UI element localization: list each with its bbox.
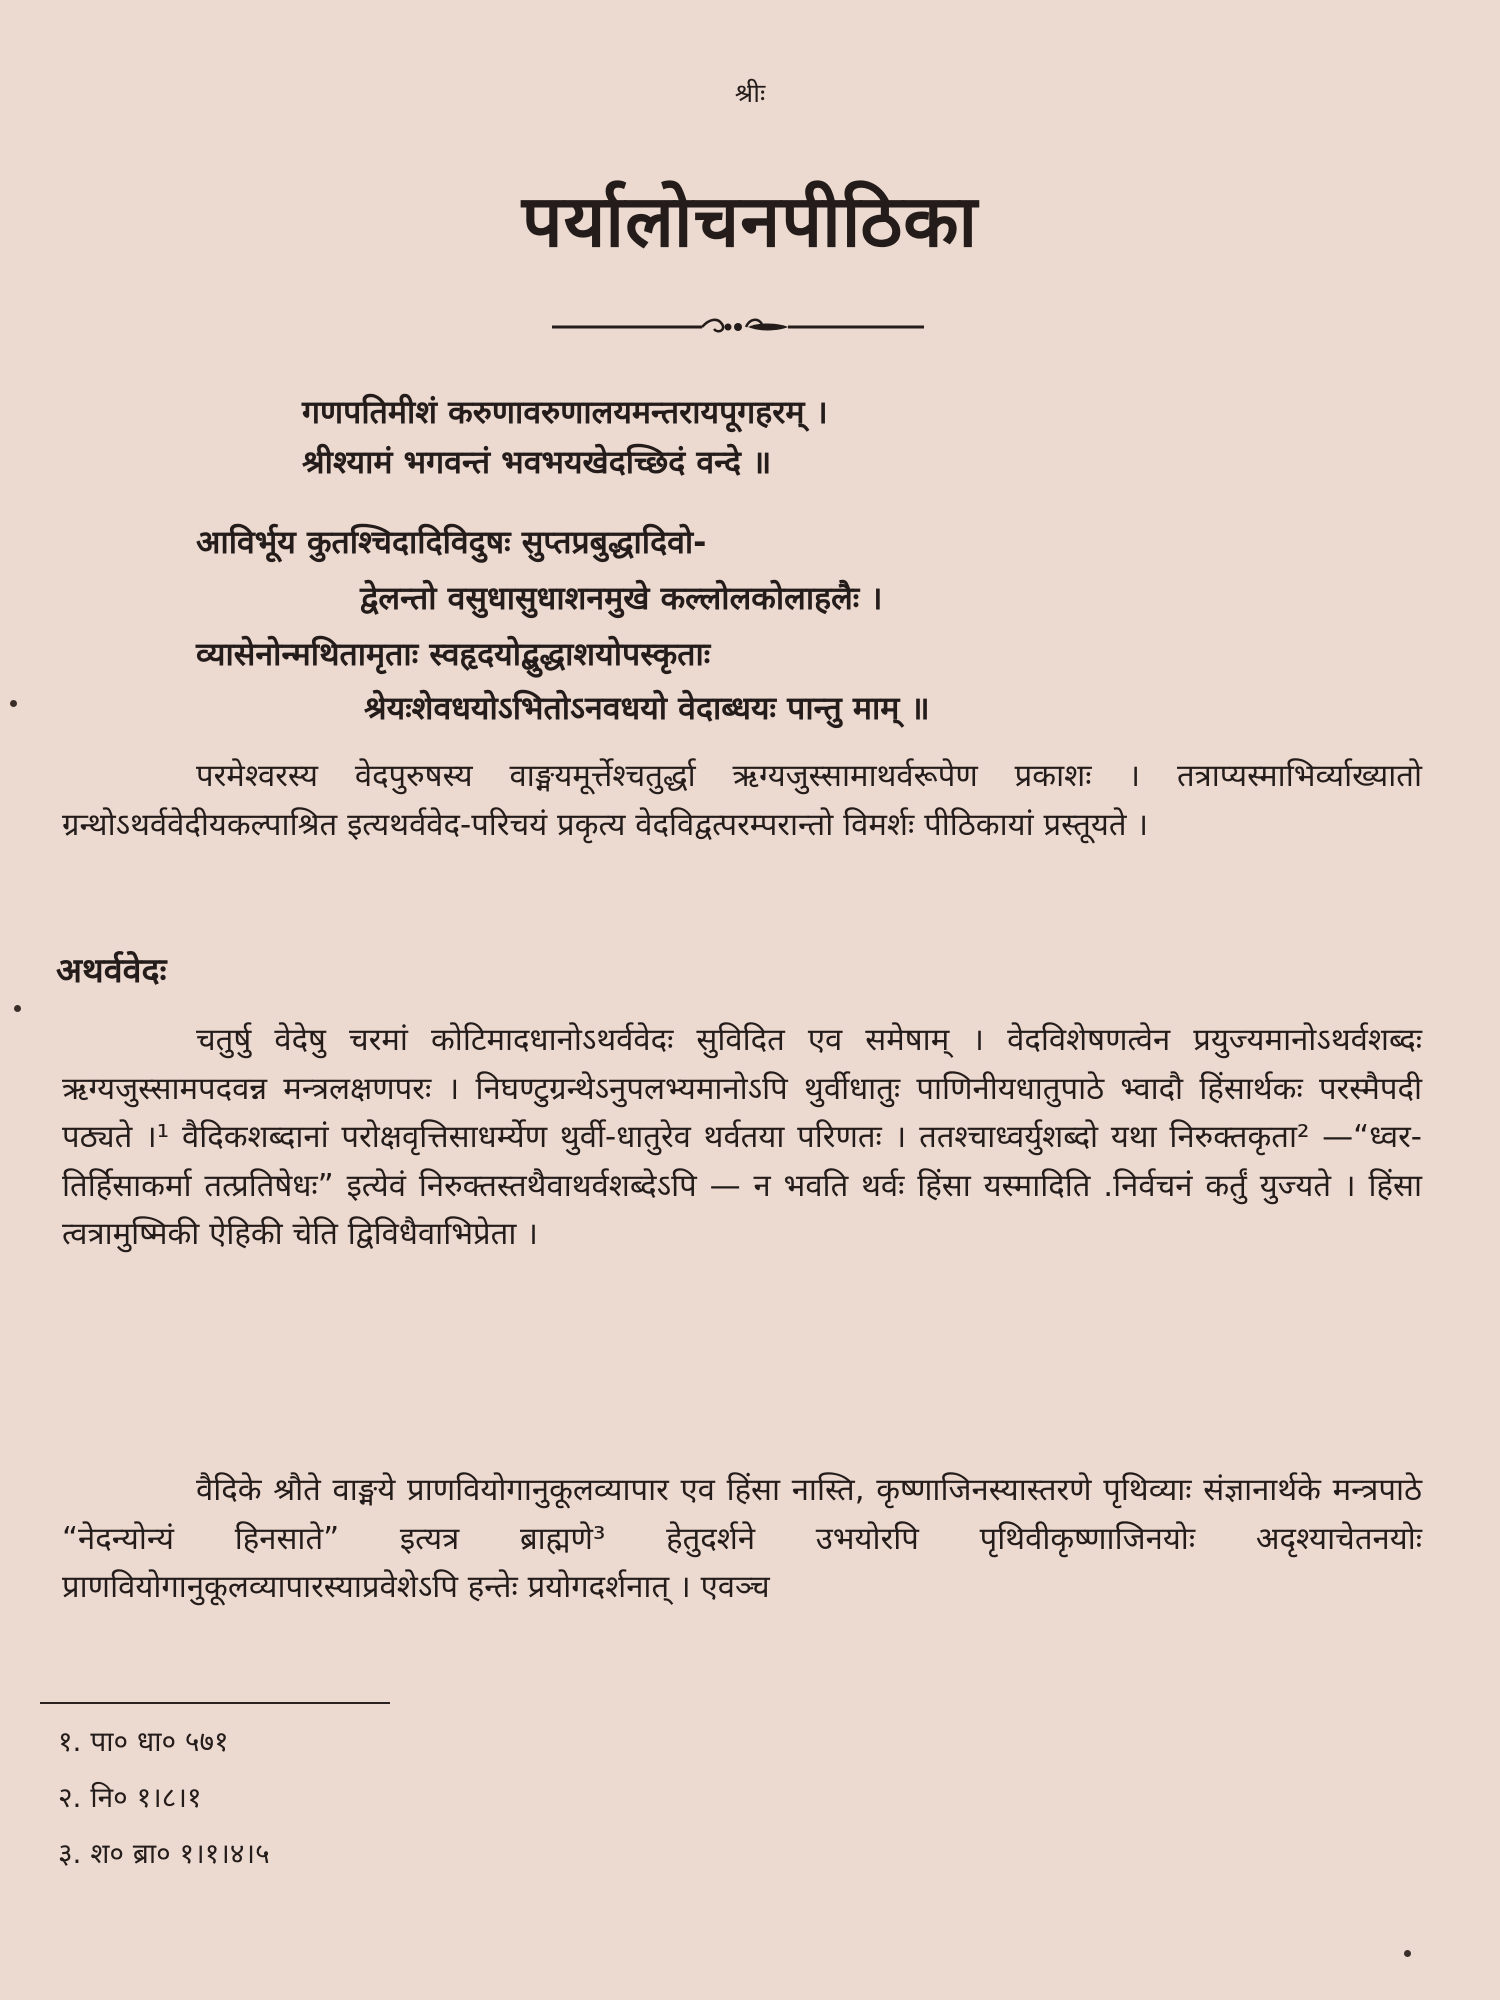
footnote-divider — [40, 1702, 390, 1704]
invocation: श्रीः — [734, 79, 766, 109]
footnote-item: ३. श० ब्रा० १।१।४।५ — [58, 1837, 270, 1870]
ink-speck — [14, 1005, 21, 1012]
verse-line-2: श्रीश्यामं भगवन्तं भवभयखेदच्छिदं वन्दे ॥ — [302, 443, 772, 481]
verse-line-6: श्रेयःशेवधयोऽभितोऽनवधयो वेदाब्धयः पान्तु माम् ॥ — [364, 689, 930, 727]
verse-line-1: गणपतिमीशं करुणावरुणालयमन्तरायपूगहरम् । — [302, 393, 828, 431]
footnote-list — [58, 1714, 270, 1882]
ink-speck — [1404, 1950, 1411, 1957]
ornament-divider — [552, 312, 924, 342]
verse-line-3: आविर्भूय कुतश्चिदादिविदुषः सुप्तप्रबुद्धादिवो- — [196, 523, 707, 561]
section-heading: अथर्ववेदः — [56, 951, 167, 991]
ink-speck — [10, 700, 17, 707]
continuation-paragraph: वैदिके श्रौते वाङ्मये प्राणवियोगानुकूलव्यापार एव हिंसा नास्ति, कृष्णाजिनस्यास्तरणे पृथिव्याः संज्ञानार्थके मन्त्रपाठे “नेदन्योन्यं हिनसाते” इत्यत्र ब्राह्मणे³ हेतुदर्शने उभयोरपि पृथिवीकृष्णाजिनयोः अदृश्याचेतनयोः प्राणवियोगानुकूलव्यापारस्याप्रवेशेऽपि हन्तेः प्रयोगदर्शनात् । एवञ्च — [62, 1472, 1422, 1605]
verse-line-5: व्यासेनोन्मथितामृताः स्वहृदयोद्बुद्धाशयोपस्कृताः — [196, 635, 711, 673]
page-title: पर्यालोचनपीठिका — [521, 179, 979, 263]
intro-paragraph: परमेश्वरस्य वेदपुरुषस्य वाङ्मयमूर्त्तेश्चतुर्द्धा ऋग्यजुस्सामाथर्वरूपेण प्रकाशः । तत्राप्यस्माभिर्व्याख्यातो ग्रन्थोऽथर्ववेदीयकल्पाश्रित इत्यथर्ववेद-परिचयं प्रकृत्य वेदविद्वत्परम्परान्तो विमर्शः पीठिकायां प्रस्तूयते । — [62, 758, 1422, 843]
section-paragraph: चतुर्षु वेदेषु चरमां कोटिमादधानोऽथर्ववेदः सुविदित एव समेषाम् । वेदविशेषणत्वेन प्रयुज्यमानोऽथर्वशब्दः ऋग्यजुस्सामपदवन्न मन्त्रलक्षणपरः । निघण्टुग्रन्थेऽनुपलभ्यमानोऽपि थुर्वीधातुः पाणिनीयधातुपाठे भ्वादौ हिंसार्थकः परस्मैपदी पठ्यते ।¹ वैदिकशब्दानां परोक्षवृत्तिसाधर्म्येण थुर्वी-धातुरेव थर्वतया परिणतः । ततश्चाध्वर्युशब्दो यथा निरुक्तकृता² —“ध्वर-तिर्हिसाकर्मा तत्प्रतिषेधः” इत्येवं निरुक्तस्तथैवाथर्वशब्देऽपि — न भवति थर्वः हिंसा यस्मादिति .निर्वचनं कर्तुं युज्यते । हिंसा त्वत्रामुष्मिकी ऐहिकी चेति द्विविधैवाभिप्रेता । — [62, 1022, 1422, 1252]
footnote-item: २. नि० १।८।१ — [58, 1781, 202, 1814]
verse-line-4: द्वेलन्तो वसुधासुधाशनमुखे कल्लोलकोलाहलैः । — [360, 579, 883, 617]
footnote-item: १. पा० धा० ५७१ — [58, 1725, 229, 1758]
